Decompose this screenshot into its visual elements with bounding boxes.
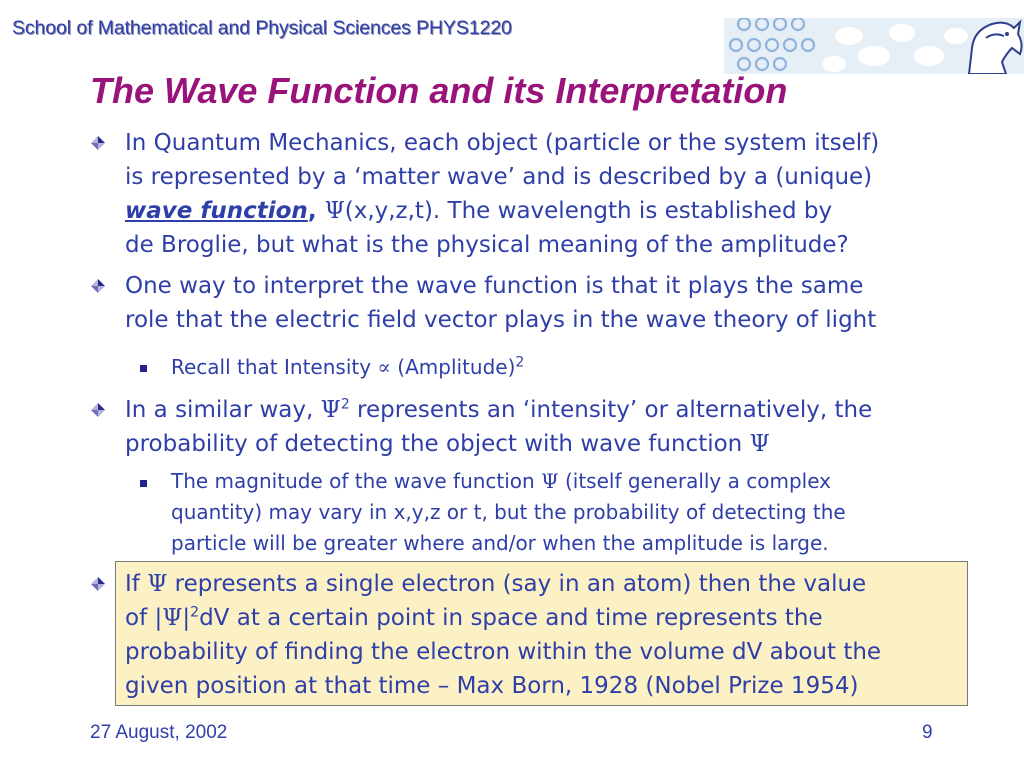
psi-symbol: Ψ [324, 198, 345, 224]
bullet4-l2-c: dV at a certain point in space and time represents the [199, 605, 823, 631]
bullet1-line4: de Broglie, but what is the physical meaning of the amplitude? [125, 232, 849, 258]
bullet4-l2-a: of | [125, 605, 163, 631]
bullet4-l2-b: | [182, 605, 191, 631]
comma: , [307, 198, 325, 224]
psi-symbol: Ψ [320, 397, 341, 423]
footer-date: 27 August, 2002 [90, 722, 228, 743]
sub2-line1 [171, 466, 831, 497]
proportional-symbol: ∝ [377, 355, 391, 379]
superscript-two: 2 [190, 604, 200, 621]
bullet2-line2: role that the electric field vector plays in the wave theory of light [125, 307, 877, 333]
psi-symbol: Ψ [541, 469, 559, 493]
sub2-line2: quantity) may vary in x,y,z or t, but the probability of detecting the [171, 500, 846, 524]
diamond-bullet-icon [90, 402, 106, 418]
bullet3-line2 [125, 427, 770, 461]
bullet4-line2 [125, 601, 823, 635]
psi-symbol: Ψ [147, 571, 168, 597]
bullet1-line2: is represented by a ‘matter wave’ and is described by a (unique) [125, 164, 873, 190]
sub2-line3: particle will be greater where and/or when the amplitude is large. [171, 531, 829, 555]
page-number: 9 [922, 722, 933, 743]
diamond-bullet-icon [90, 576, 106, 592]
sub2-text-a: The magnitude of the wave function [171, 469, 542, 493]
diamond-bullet-icon [90, 278, 106, 294]
slide-title: The Wave Function and its Interpretation [90, 70, 788, 111]
bullet4-line3: probability of finding the electron within the volume dV about the [125, 639, 882, 665]
bullet4-line1 [125, 567, 866, 601]
bullet4-text-a: If [125, 571, 148, 597]
bullet1-line3-rest: (x,y,z,t). The wavelength is established by [344, 198, 833, 224]
bullet3-text-b: represents an ‘intensity’ or alternatively, the [349, 397, 873, 423]
bullet4-text-b: represents a single electron (say in an atom) then the value [167, 571, 867, 597]
course-header: School of Mathematical and Physical Sciences PHYS1220 [12, 17, 512, 39]
sub2-text-b: (itself generally a complex [558, 469, 831, 493]
intensity-text: Recall that Intensity [171, 355, 378, 379]
bullet1-line1: In Quantum Mechanics, each object (particle or the system itself) [125, 130, 880, 156]
bullet3-text-a: In a similar way, [125, 397, 321, 423]
bullet3-line1 [125, 393, 872, 427]
psi-symbol: Ψ [162, 605, 183, 631]
psi-symbol: Ψ [749, 431, 770, 457]
wave-function-term: wave function [125, 198, 308, 224]
superscript-two: 2 [340, 396, 350, 413]
bullet4-line4: given position at that time – Max Born, 1928 (Nobel Prize 1954) [125, 673, 859, 699]
university-logo [724, 18, 1024, 74]
bullet2-line1: One way to interpret the wave function is that it plays the same [125, 273, 864, 299]
bullet3-line2-text: probability of detecting the object with wave function [125, 431, 750, 457]
bullet1-line3 [125, 194, 832, 228]
amplitude-text: (Amplitude) [390, 355, 516, 379]
logo-graphic [724, 18, 1024, 74]
sub-bullet-intensity [171, 352, 524, 383]
square-bullet-icon [140, 365, 147, 372]
superscript-two: 2 [515, 354, 525, 371]
square-bullet-icon [140, 480, 147, 487]
diamond-bullet-icon [90, 135, 106, 151]
